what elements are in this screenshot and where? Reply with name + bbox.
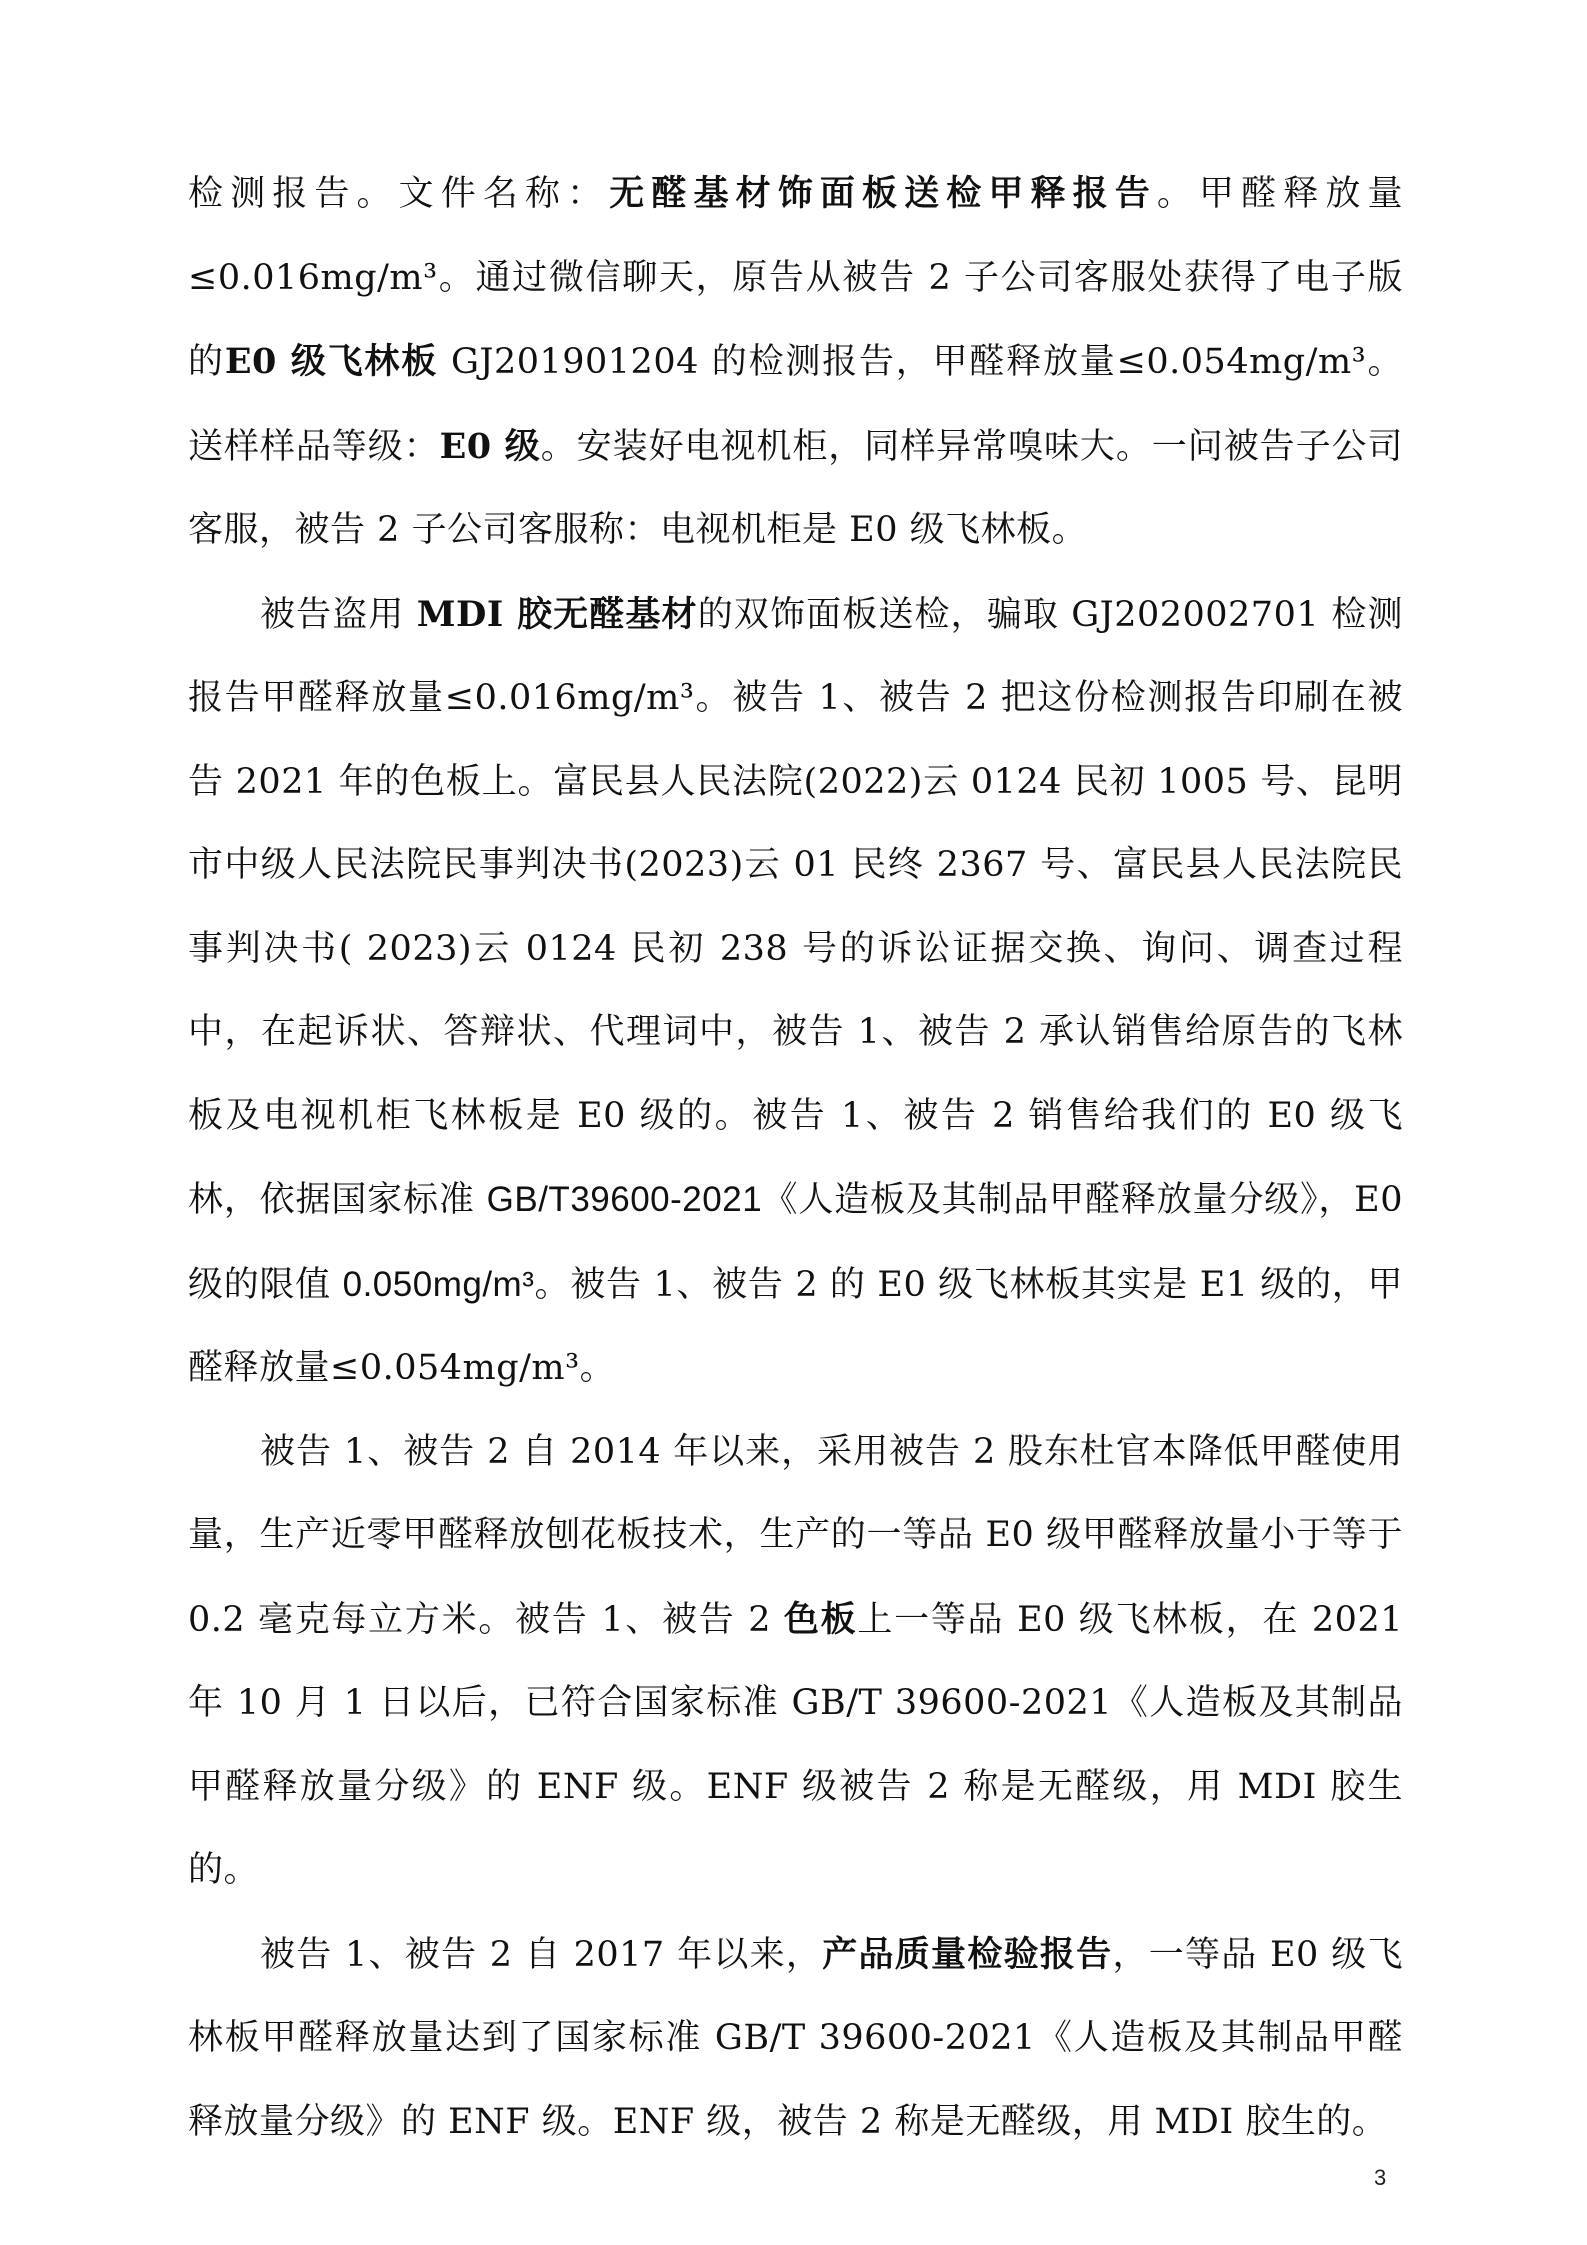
mdi-substrate-label: MDI 胶无醛基材	[416, 593, 698, 635]
paragraph-3-text: 上一等品 E0 级飞林板，在 2021 年 10 月 1 日以后，已符合国家标准 GB/T 39600-2021《人造板及其制品甲醛释放量分级》的 ENF 级。ENF 级被告 2 称是无醛级，用 MDI 胶生的。	[188, 1599, 1403, 1890]
paragraph-2-text: 的双饰面板送检，骗取 GJ202002701 检测报告甲醛释放量≤0.016mg/m³。被告 1、被告 2 把这份检测报告印刷在被告 2021 年的色板上。富民县人民法院(2022)云 0124 民初 1005 号、昆明市中级人民法院民事判决书(2023)云 01 民终 2367 号、富民县人民法院民事判决书( 2023)云 0124 民初 238 号的诉讼证据交换、询问、调查过程中，在起诉状、答辩状、代理词中，被告 1、被告 2 承认销售给原告的飞林板及电视机柜飞林板是 E0 级的。被告 1、被告 2 销售给我们的 E0 级飞林，依据国家标准	[188, 594, 1403, 1220]
paragraph-4-text: 被告 1、被告 2 自 2017 年以来，	[260, 1934, 823, 1975]
report-file-name: 无醛基材饰面板送检甲释报告	[609, 173, 1157, 214]
paragraph-3	[188, 1411, 1403, 1913]
paragraph-1-text: 检测报告。文件名称：	[188, 174, 610, 214]
paragraph-1-text: GJ201901204 的检测报告，甲醛释放量≤0.054mg/m³。送样样品等级：	[188, 342, 1403, 467]
paragraph-2-text: 。被告 1、被告 2 的 E0 级飞林板其实是 E1 级的，甲醛释放量≤0.054mg/m³。	[188, 1264, 1403, 1388]
paragraph-3-text: 被告 1、被告 2 自 2014 年以来，采用被告 2 股东杜官本降低甲醛使用量，生产近零甲醛释放刨花板技术，生产的一等品 E0 级甲醛释放量小于等于 0.2 毫克每立方米。被告 1、被告 2	[188, 1431, 1403, 1640]
paragraph-4-text: ，一等品 E0 级飞林板甲醛释放量达到了国家标准 GB/T 39600-2021《人造板及其制品甲醛释放量分级》的 ENF 级。ENF 级，被告 2 称是无醛级，用 MDI 胶生的。	[188, 1934, 1403, 2142]
color-board-label: 色板	[783, 1598, 858, 1640]
page-number: 3	[1374, 2165, 1387, 2190]
paragraph-2-text: 《人造板及其制品甲醛释放量分级》，E0 级的限值	[188, 1180, 1403, 1305]
paragraph-2	[188, 573, 1403, 1411]
paragraph-2-text: 被告盗用	[260, 594, 417, 635]
paragraph-1	[188, 152, 1403, 573]
paragraph-4	[188, 1913, 1403, 2165]
e0-board-label: E0 级飞林板	[224, 341, 439, 382]
document-body	[188, 152, 1403, 2164]
standard-code: GB/T39600-2021	[486, 1180, 763, 1219]
sample-grade: E0 级	[439, 425, 541, 467]
quality-report-label: 产品质量检验报告	[822, 1933, 1113, 1975]
limit-value: 0.050mg/m³	[342, 1264, 535, 1304]
paragraph-1-text: 。安装好电视机柜，同样异常嗅味大。一问被告子公司客服，被告 2 子公司客服称：电视机柜是 E0 级飞林板。	[188, 426, 1403, 550]
paragraph-1-text: 。甲醛释放量≤0.016mg/m³。通过微信聊天，原告从被告 2 子公司客服处获得了电子版的	[188, 174, 1403, 382]
